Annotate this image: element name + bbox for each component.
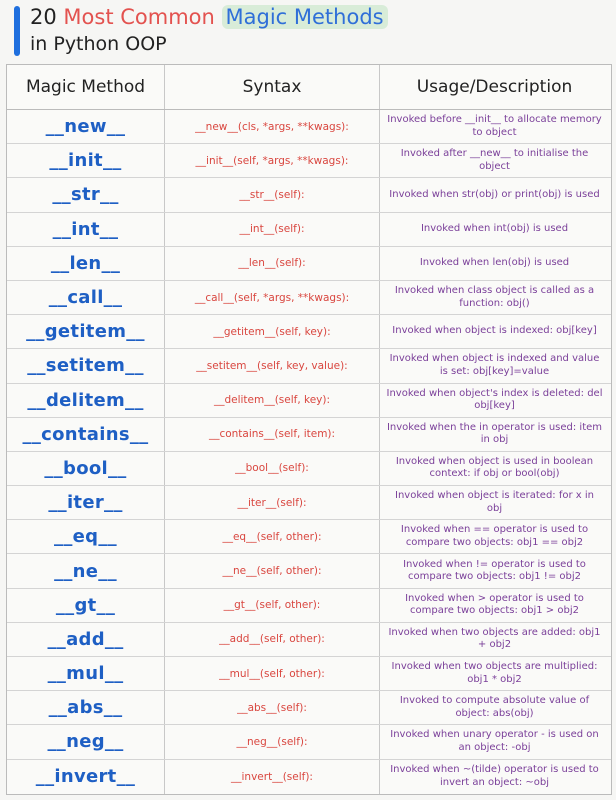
header [0, 0, 616, 62]
table-row [7, 760, 611, 794]
table-row [7, 623, 611, 657]
method-syntax: __init__(self, *args, **kwags): [165, 144, 380, 177]
method-syntax: __add__(self, other): [165, 623, 380, 656]
table-row [7, 520, 611, 554]
method-usage: Invoked when != operator is used to compare two objects: obj1 != obj2 [403, 558, 586, 583]
method-syntax: __abs__(self): [165, 691, 380, 724]
method-name: __contains__ [7, 418, 165, 451]
column-header-syntax: Syntax [165, 65, 380, 109]
table-row [7, 213, 611, 247]
table-row [7, 384, 611, 418]
method-syntax: __ne__(self, other): [165, 554, 380, 587]
method-usage: Invoked when class object is called as a function: obj() [394, 285, 595, 309]
table-row [7, 554, 611, 588]
accent-bar [14, 6, 20, 56]
method-syntax: __contains__(self, item): [165, 418, 380, 451]
table-row [7, 110, 611, 144]
table-row [7, 589, 611, 623]
method-name: __eq__ [7, 520, 165, 553]
table-row [7, 315, 611, 349]
method-name: __init__ [7, 144, 165, 177]
title-count: 20 [30, 5, 57, 29]
method-usage: Invoked when object is iterated: for x in obj [395, 490, 594, 514]
method-usage: Invoked after __new__ to initialise the object [400, 148, 589, 172]
method-syntax: __bool__(self): [165, 452, 380, 485]
method-name: __mul__ [7, 657, 165, 690]
table-row [7, 349, 611, 383]
method-name: __invert__ [7, 760, 165, 794]
method-name: __new__ [7, 110, 165, 143]
title-red-part: Most Common [63, 5, 215, 29]
table-row [7, 486, 611, 520]
page-title [30, 5, 388, 29]
table-row [7, 178, 611, 212]
method-syntax: __iter__(self): [165, 486, 380, 519]
magic-methods-table [6, 64, 612, 795]
method-usage: Invoked when two objects are added: obj1 + obj2 [388, 626, 601, 651]
column-header-method: Magic Method [7, 65, 165, 109]
method-usage: Invoked when object's index is deleted: del obj[key] [386, 387, 603, 412]
method-syntax: __getitem__(self, key): [165, 315, 380, 348]
method-syntax: __len__(self): [165, 247, 380, 280]
page-subtitle: in Python OOP [30, 33, 167, 55]
method-syntax: __gt__(self, other): [165, 589, 380, 622]
method-usage: Invoked when unary operator - is used on an object: -obj [390, 729, 599, 753]
table-row [7, 247, 611, 281]
method-syntax: __setitem__(self, key, value): [165, 349, 380, 382]
method-usage: Invoked before __init__ to allocate memory to object [387, 114, 602, 138]
table-row [7, 657, 611, 691]
method-usage: Invoked when ~(tilde) operator is used to invert an object: ~obj [390, 764, 599, 788]
method-usage: Invoked when object is indexed: obj[key] [392, 325, 597, 337]
method-usage: Invoked when == operator is used to compare two objects: obj1 == obj2 [400, 524, 589, 548]
method-syntax: __mul__(self, other): [165, 657, 380, 690]
method-name: __ne__ [7, 554, 165, 587]
method-syntax: __delitem__(self, key): [165, 384, 380, 417]
method-syntax: __int__(self): [165, 213, 380, 246]
method-usage: Invoked when int(obj) is used [420, 222, 569, 234]
method-name: __call__ [7, 281, 165, 314]
method-name: __bool__ [7, 452, 165, 485]
method-name: __abs__ [7, 691, 165, 724]
method-syntax: __str__(self): [165, 178, 380, 211]
method-name: __delitem__ [7, 384, 165, 417]
method-name: __getitem__ [7, 315, 165, 348]
table-row [7, 691, 611, 725]
method-name: __neg__ [7, 725, 165, 758]
method-usage: Invoked to compute absolute value of object: abs(obj) [399, 695, 590, 719]
method-name: __add__ [7, 623, 165, 656]
method-usage: Invoked when > operator is used to compare two objects: obj1 > obj2 [405, 592, 584, 617]
table-row [7, 281, 611, 315]
method-usage: Invoked when len(obj) is used [419, 257, 570, 269]
method-syntax: __call__(self, *args, **kwags): [165, 281, 380, 314]
table-header [7, 65, 611, 110]
method-usage: Invoked when object is used in boolean context: if obj or bool(obj) [395, 455, 594, 480]
table-row [7, 452, 611, 486]
method-syntax: __neg__(self): [165, 725, 380, 758]
title-blue-part: Magic Methods [222, 5, 388, 29]
method-usage: Invoked when the in operator is used: item in obj [386, 421, 603, 446]
method-syntax: __eq__(self, other): [165, 520, 380, 553]
method-name: __int__ [7, 213, 165, 246]
table-row [7, 418, 611, 452]
method-syntax: __invert__(self): [165, 760, 380, 794]
method-name: __gt__ [7, 589, 165, 622]
table-row [7, 144, 611, 178]
method-name: __setitem__ [7, 349, 165, 382]
method-name: __len__ [7, 247, 165, 280]
method-usage: Invoked when object is indexed and value is set: obj[key]=value [389, 353, 600, 377]
method-name: __str__ [7, 178, 165, 211]
table-body [7, 110, 611, 794]
method-syntax: __new__(cls, *args, **kwags): [165, 110, 380, 143]
method-usage: Invoked when str(obj) or print(obj) is used [389, 188, 600, 200]
method-name: __iter__ [7, 486, 165, 519]
method-usage: Invoked when two objects are multiplied: obj1 * obj2 [391, 661, 598, 685]
table-row [7, 725, 611, 759]
column-header-usage: Usage/Description [416, 77, 573, 97]
